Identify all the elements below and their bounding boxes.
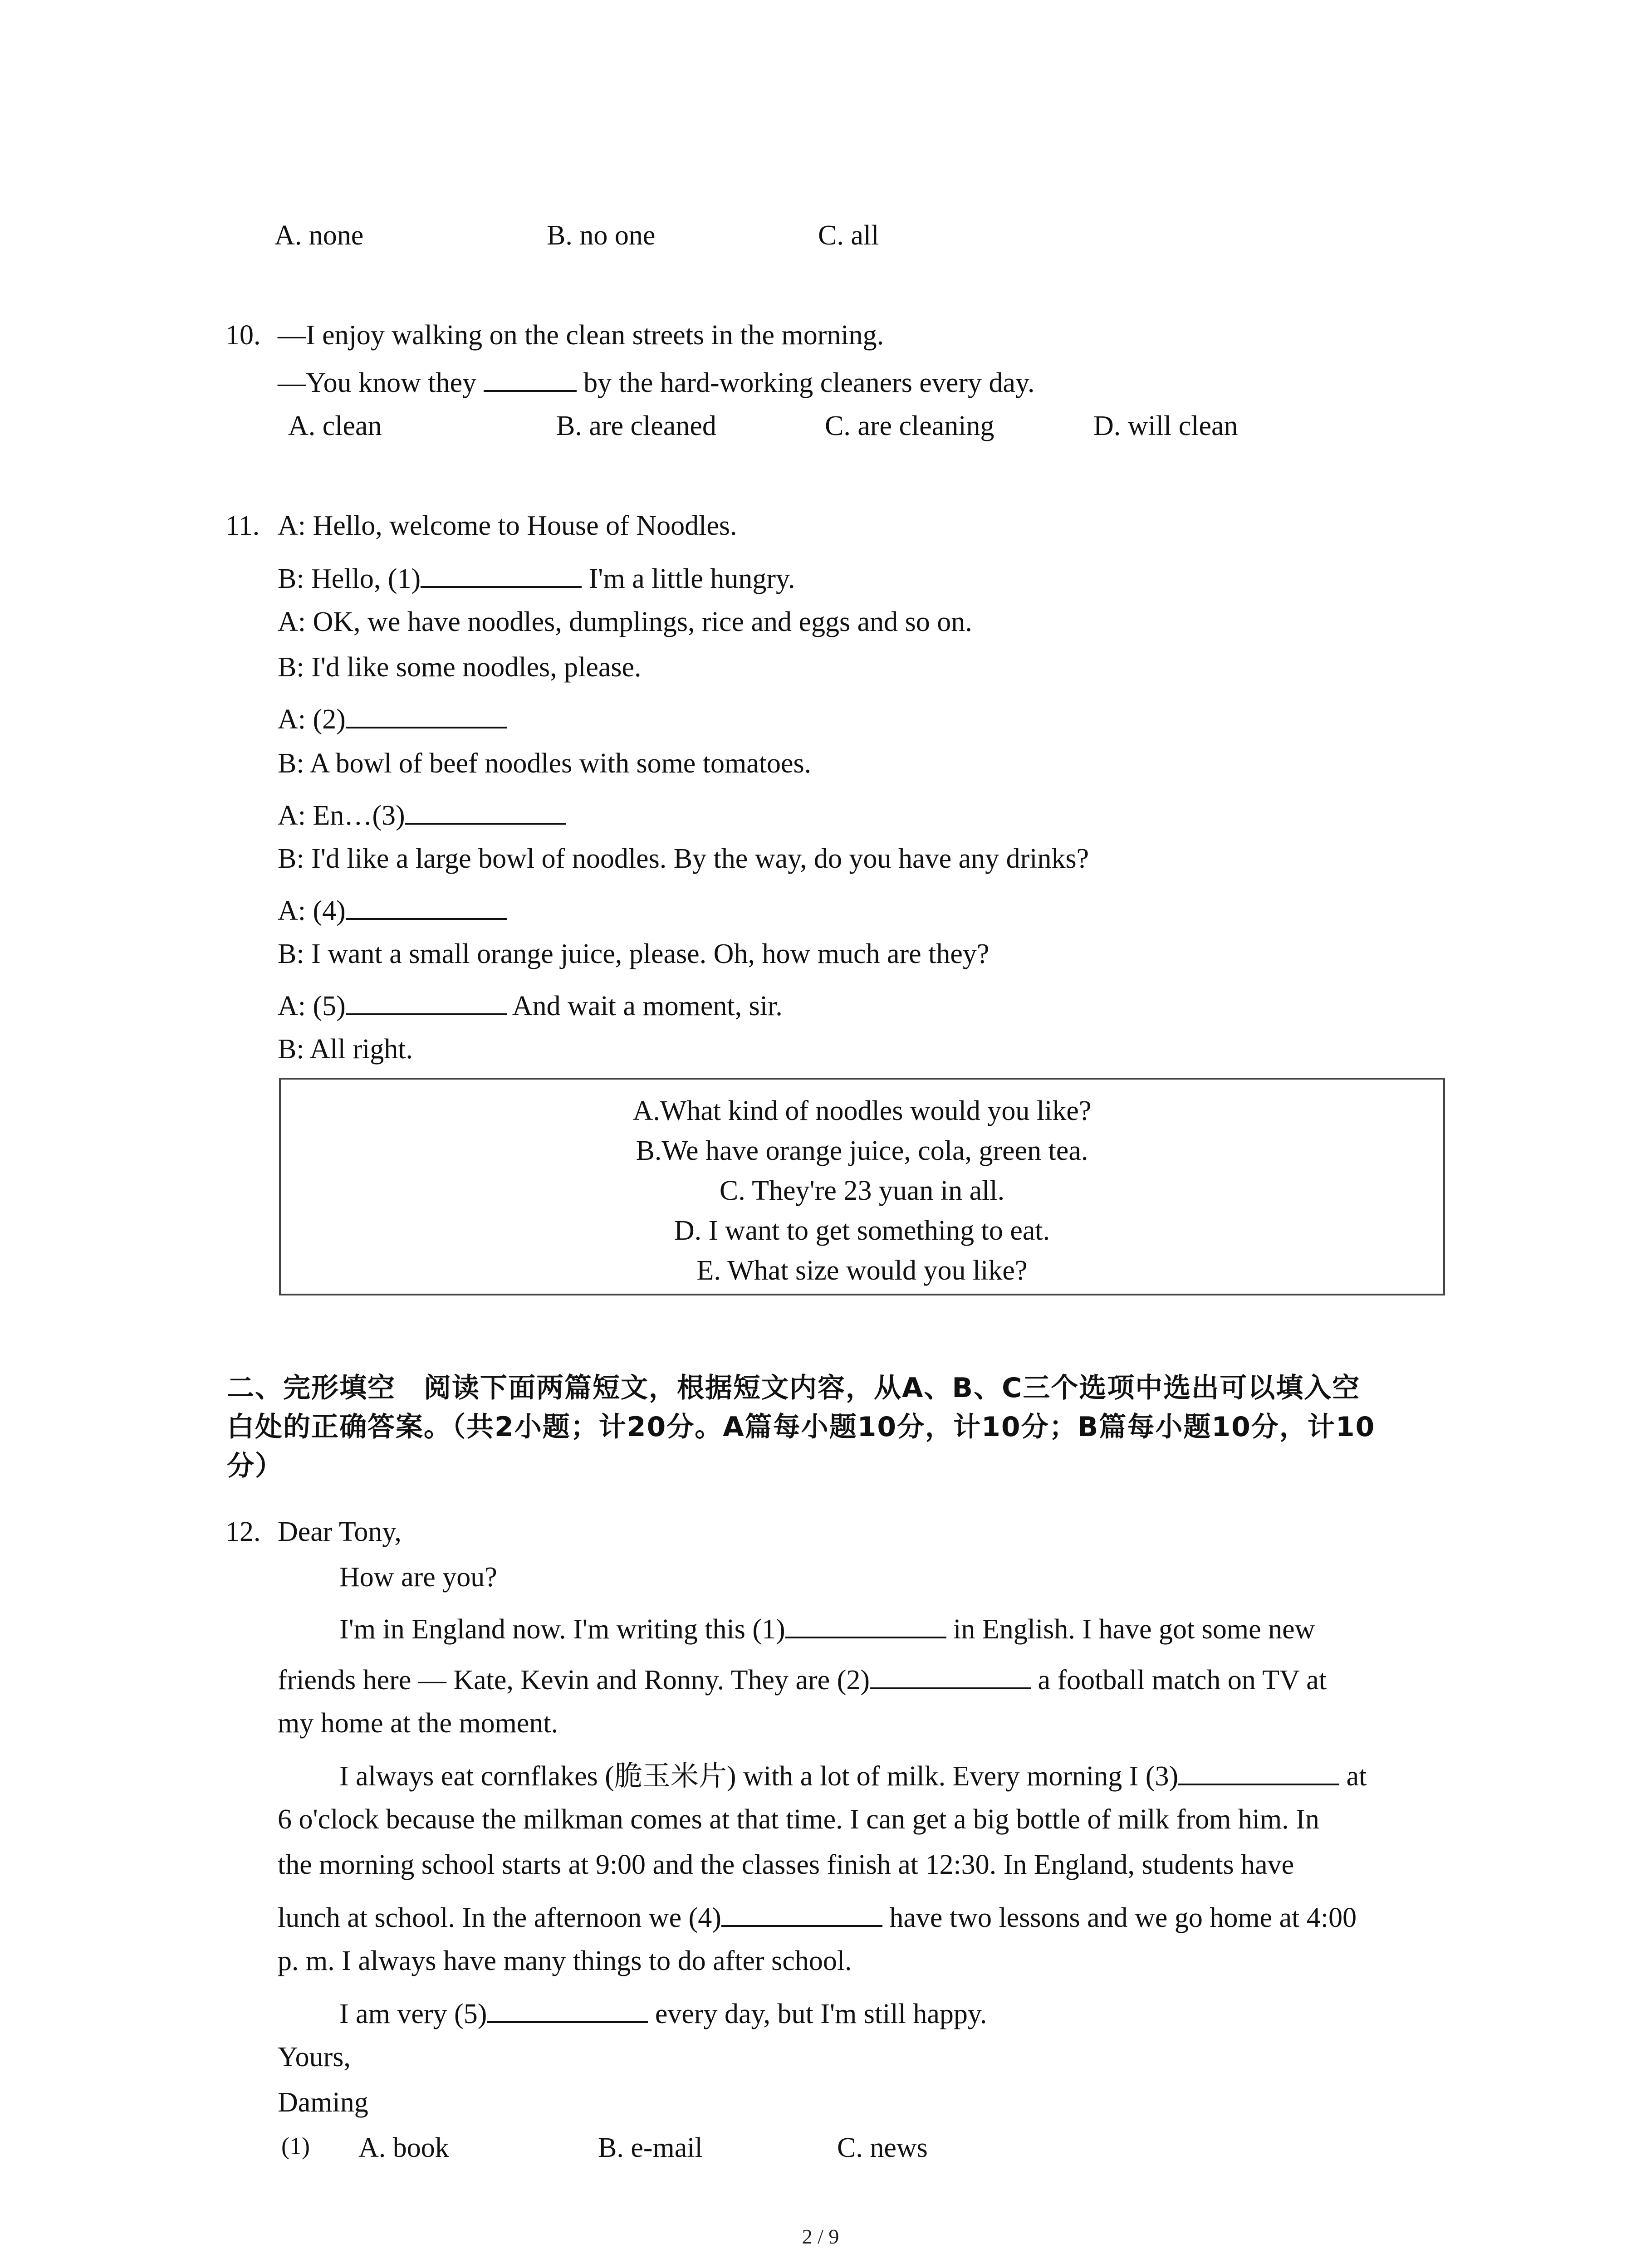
q12-p2-line4-before: lunch at school. In the afternoon we (4) (278, 1902, 721, 1933)
q11-line-text: A: (4) (278, 895, 346, 926)
q11-line-text: A: En…(3) (278, 800, 405, 831)
q11-box-option-d: D. I want to get something to eat. (674, 1215, 1050, 1246)
q11-line-after: And wait a moment, sir. (512, 991, 783, 1022)
q12-p1-line2 (278, 1664, 1327, 1694)
q11-line (278, 749, 811, 777)
q12-p3-after: every day, but I'm still happy. (655, 1999, 987, 2029)
q12-sub1-option-b[interactable]: B. e-mail (598, 2132, 703, 2163)
section2-title-line1: 二、完形填空 阅读下面两篇短文，根据短文内容，从A、B、C三个选项中选出可以填入空 (227, 1372, 1361, 1404)
q11-box-option-b: B.We have orange juice, cola, green tea. (636, 1135, 1088, 1166)
q12-p1-line3: my home at the moment. (278, 1708, 558, 1739)
q10-option-c[interactable]: C. are cleaning (825, 411, 994, 441)
q10-line2-before: —You know they (278, 367, 477, 398)
q12-p2-line5: p. m. I always have many things to do after school. (278, 1945, 852, 1976)
q12-p1-line1-before: I'm in England now. I'm writing this (1) (339, 1614, 785, 1645)
q11-line (278, 653, 642, 681)
q12-sub1-label: (1) (281, 2132, 310, 2160)
q12-p2-line1-after: at (1346, 1761, 1367, 1792)
q12-sub1-option-a[interactable]: A. book (358, 2132, 449, 2163)
q10-option-a[interactable]: A. clean (288, 411, 382, 441)
q11-line (278, 512, 737, 540)
q11-line-text: B: A bowl of beef noodles with some tomatoes. (278, 748, 812, 779)
q11-line (278, 562, 795, 593)
q12-blank-1[interactable] (785, 1613, 946, 1638)
q12-blank-2[interactable] (870, 1664, 1031, 1689)
q12-p2-line1 (339, 1760, 1367, 1790)
q11-line (278, 608, 972, 636)
q11-box-option-a: A.What kind of noodles would you like? (632, 1095, 1092, 1126)
q11-blank[interactable] (346, 894, 507, 920)
q10-option-d[interactable]: D. will clean (1093, 411, 1238, 441)
q10-blank[interactable] (484, 367, 577, 392)
q11-box-option-e: E. What size would you like? (696, 1255, 1028, 1286)
q12-signature: Daming (278, 2087, 368, 2118)
q12-p3-before: I am very (5) (339, 1999, 487, 2029)
q12-p2-line4-after: have two lessons and we go home at 4:00 (889, 1902, 1357, 1933)
q11-line-text: B: I'd like some noodles, please. (278, 652, 642, 683)
q12-blank-4[interactable] (721, 1901, 882, 1927)
q12-blank-5[interactable] (487, 1998, 648, 2023)
q12-blank-3[interactable] (1178, 1760, 1339, 1785)
q11-options-box (279, 1078, 1445, 1295)
q11-line-text: A: Hello, welcome to House of Noodles. (278, 510, 737, 541)
q12-p2-line2: 6 o'clock because the milkman comes at that time. I can get a big bottle of milk from him. In (278, 1804, 1319, 1835)
q12-p3 (339, 1998, 987, 2028)
q12-sub1-option-c[interactable]: C. news (837, 2132, 928, 2163)
q9-option-c[interactable]: C. all (818, 220, 879, 251)
q11-line-text: A: OK, we have noodles, dumplings, rice and eggs and so on. (278, 606, 972, 637)
q12-p2-line1-before: I always eat cornflakes (脆玉米片) with a lot of milk. Every morning I (3) (339, 1761, 1179, 1792)
q9-option-b[interactable]: B. no one (547, 220, 656, 251)
q12-p1-line1-after: in English. I have got some new (953, 1614, 1315, 1645)
q12-p1-line1 (339, 1613, 1315, 1643)
page-number: 2 / 9 (802, 2225, 839, 2248)
q12-p1-line2-after: a football match on TV at (1038, 1665, 1327, 1696)
q12-number: 12. (225, 1516, 261, 1547)
q11-line-after: I'm a little hungry. (588, 563, 795, 594)
q12-p2-line3: the morning school starts at 9:00 and the classes finish at 12:30. In England, students have (278, 1849, 1294, 1880)
q11-blank[interactable] (346, 990, 507, 1015)
q11-blank[interactable] (421, 562, 582, 588)
q11-line (278, 703, 507, 733)
q10-number: 10. (225, 320, 261, 351)
q12-how: How are you? (339, 1562, 497, 1593)
q11-number: 11. (225, 510, 260, 541)
q11-line-text: B: I want a small orange juice, please. Oh, how much are they? (278, 938, 989, 969)
q10-line2 (278, 367, 1035, 397)
q11-line-text: B: All right. (278, 1034, 413, 1065)
q12-p2-line4 (278, 1901, 1357, 1932)
q11-line (278, 990, 783, 1020)
q9-option-a[interactable]: A. none (274, 220, 364, 251)
q11-blank[interactable] (346, 703, 507, 728)
q12-greeting: Dear Tony, (278, 1516, 402, 1547)
q11-line-text: B: Hello, (1) (278, 563, 421, 594)
q11-line (278, 799, 566, 830)
q10-option-b[interactable]: B. are cleaned (556, 411, 716, 441)
q11-line (278, 1035, 413, 1063)
q11-line-text: A: (5) (278, 991, 346, 1022)
q12-closing: Yours, (278, 2042, 351, 2072)
q11-line (278, 894, 507, 925)
q10-line1: —I enjoy walking on the clean streets in the morning. (278, 320, 884, 351)
q11-box-option-c: C. They're 23 yuan in all. (719, 1175, 1005, 1206)
q11-line (278, 845, 1089, 873)
section2-title-line3: 分） (227, 1450, 283, 1482)
section2-title-line2: 白处的正确答案。（共2小题；计20分。A篇每小题10分，计10分；B篇每小题10分，计10 (227, 1411, 1376, 1443)
q10-line2-after: by the hard-working cleaners every day. (583, 367, 1035, 398)
q11-line (278, 940, 989, 968)
q11-line-text: B: I'd like a large bowl of noodles. By the way, do you have any drinks? (278, 843, 1089, 874)
q12-p1-line2-before: friends here — Kate, Kevin and Ronny. They are (2) (278, 1665, 870, 1696)
q11-line-text: A: (2) (278, 704, 346, 735)
q11-blank[interactable] (405, 799, 566, 825)
